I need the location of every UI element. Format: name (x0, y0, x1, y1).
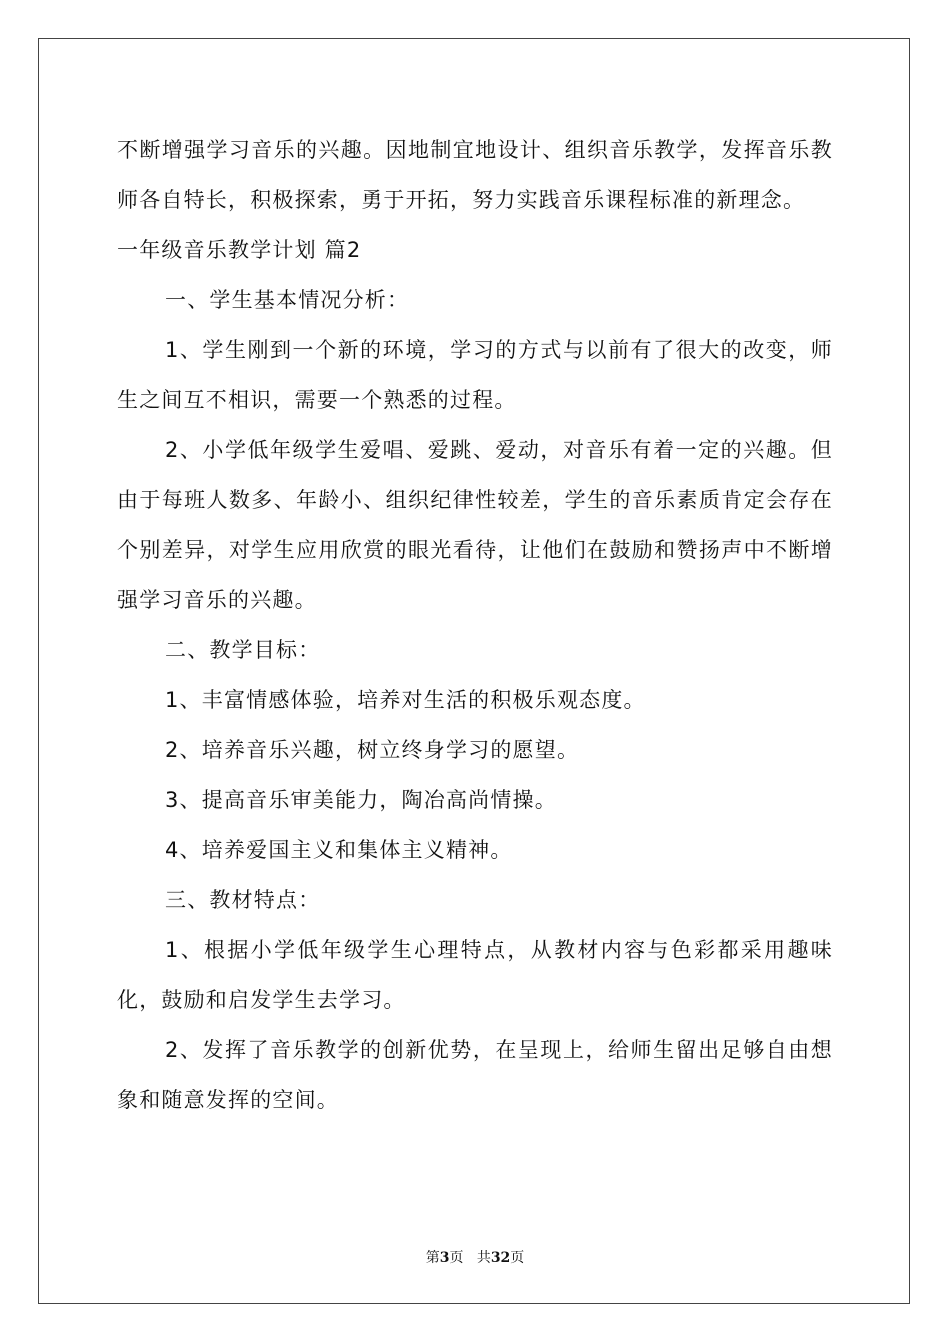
list-item: 3、提高音乐审美能力，陶冶高尚情操。 (165, 788, 557, 812)
page-suffix: 页 (449, 1250, 464, 1266)
list-item: 1、丰富情感体验，培养对生活的积极乐观态度。 (165, 688, 646, 712)
body-paragraph: 2、小学低年级学生爱唱、爱跳、爱动，对音乐有着一定的兴趣。但由于每班人数多、年龄小、组织纪律性较差，学生的音乐素质肯定会存在个别差异，对学生应用欣赏的眼光看待，让他们在鼓励和赞扬声中不断增强学习音乐的兴趣。 (117, 438, 833, 612)
page-number: 3 (439, 1250, 450, 1266)
total-pages: 32 (490, 1250, 511, 1266)
page-footer (0, 1247, 950, 1267)
body-paragraph: 不断增强学习音乐的兴趣。因地制宜地设计、组织音乐教学，发挥音乐教师各自特长，积极探索，勇于开拓，努力实践音乐课程标准的新理念。 (117, 138, 833, 212)
document-body (117, 125, 833, 1125)
list-item: 2、培养音乐兴趣，树立终身学习的愿望。 (165, 738, 580, 762)
body-paragraph: 1、根据小学低年级学生心理特点，从教材内容与色彩都采用趣味化，鼓励和启发学生去学习。 (117, 938, 833, 1012)
subheading-textbook-features: 三、教材特点： (165, 888, 321, 912)
total-prefix: 共 (476, 1250, 491, 1266)
body-paragraph: 2、发挥了音乐教学的创新优势，在呈现上，给师生留出足够自由想象和随意发挥的空间。 (117, 1038, 833, 1112)
section-heading: 一年级音乐教学计划 篇2 (117, 238, 362, 262)
list-item: 4、培养爱国主义和集体主义精神。 (165, 838, 513, 862)
total-suffix: 页 (510, 1250, 525, 1266)
page-prefix: 第 (425, 1250, 440, 1266)
subheading-student-analysis: 一、学生基本情况分析： (165, 288, 410, 312)
body-paragraph: 1、学生刚到一个新的环境，学习的方式与以前有了很大的改变，师生之间互不相识，需要一个熟悉的过程。 (117, 338, 833, 412)
subheading-teaching-goals: 二、教学目标： (165, 638, 321, 662)
